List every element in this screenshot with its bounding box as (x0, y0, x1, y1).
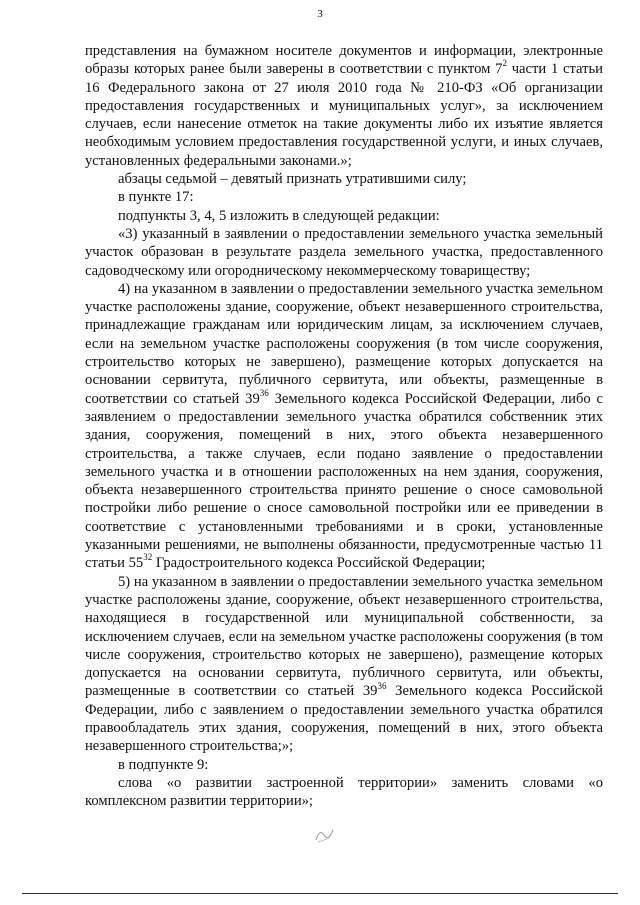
paragraph-subitem-9: в подпункте 9: (118, 756, 209, 773)
paragraph-2: абзацы седьмой – девятый признать утратившими силу; (118, 171, 467, 188)
superscript: 36 (259, 387, 269, 398)
superscript: 32 (143, 552, 153, 563)
superscript: 2 (502, 58, 507, 69)
page-number: 3 (317, 8, 323, 20)
paragraph-3: в пункте 17: (118, 189, 194, 206)
paragraph-item-4: 4) на указанном в заявлении о предоставлении земельного участка земельном участке расположены здание, сооружение, объект незавершенного строительства, принадлежащие гражданам или юридическим лицам, за исключением случаев, если на земельном участке расположены сооружения (в том числе сооружения, строительство которых не завершено), размещение которых допускается на основании сервитута, публичного сервитута, или объекты, размещенные в соответствии со статьей $39^{36}$ Земельного кодекса Российской Федерации, либо с заявлением о предоставлении земельного участка обратился собственник этих здания, сооружения, помещений в них, этого объекта незавершенного строительства, а также случаев, если подано заявление о предоставлении земельного участка и в отношении расположенных на нем здания, сооружения, объекта незавершенного строительства принято решение о сносе самовольной постройки либо решение о сносе самовольной постройки или ее приведении в соответствие с установленными требованиями и в сроки, установленные указанными решениями, не выполнены обязанности, предусмотренные частью 11 статьи $55^{32}$ Градостроительного кодекса Российской Федерации; (85, 280, 603, 572)
scan-smudge (272, 838, 368, 860)
superscript: 36 (377, 680, 387, 691)
paragraph-replace-words: слова «о развитии застроенной территории» заменить словами «о комплексном развитии территории»; (85, 774, 603, 810)
document-body (85, 42, 603, 810)
page-bottom-rule (22, 893, 618, 894)
paragraph-item-3: «3) указанный в заявлении о предоставлении земельного участка земельный участок образован в результате раздела земельного участка, предоставленного садоводческому или огородническому некоммерческому товариществу; (85, 225, 603, 279)
paragraph-1: представления на бумажном носителе документов и информации, электронные образы которых ранее были заверены в соответствии с пунктом $7^2$ части 1 статьи 16 Федерального закона от 27 июля 2010 года № 210-ФЗ «Об организации предоставления государственных и муниципальных услуг», за исключением случаев, если нанесение отметок на такие документы либо их изъятие является необходимым условием предоставления государственной услуги, и иных случаев, установленных федеральными законами.»; (85, 43, 603, 169)
paragraph-4: подпункты 3, 4, 5 изложить в следующей редакции: (118, 207, 440, 224)
paragraph-item-5: 5) на указанном в заявлении о предоставлении земельного участка земельном участке расположены здание, сооружение, объект незавершенного строительства, находящиеся в государственной или муниципальной собственности, за исключением случаев, если на земельном участке расположены сооружения (в том числе сооружения, строительство которых не завершено), размещение которых допускается на основании сервитута, публичного сервитута, или объекты, размещенные в соответствии со статьей $39^{36}$ Земельного кодекса Российской Федерации, либо с заявлением о предоставлении земельного участка обратился правообладатель этих здания, сооружения, помещений в них, этого объекта незавершенного строительства;»; (85, 573, 603, 755)
